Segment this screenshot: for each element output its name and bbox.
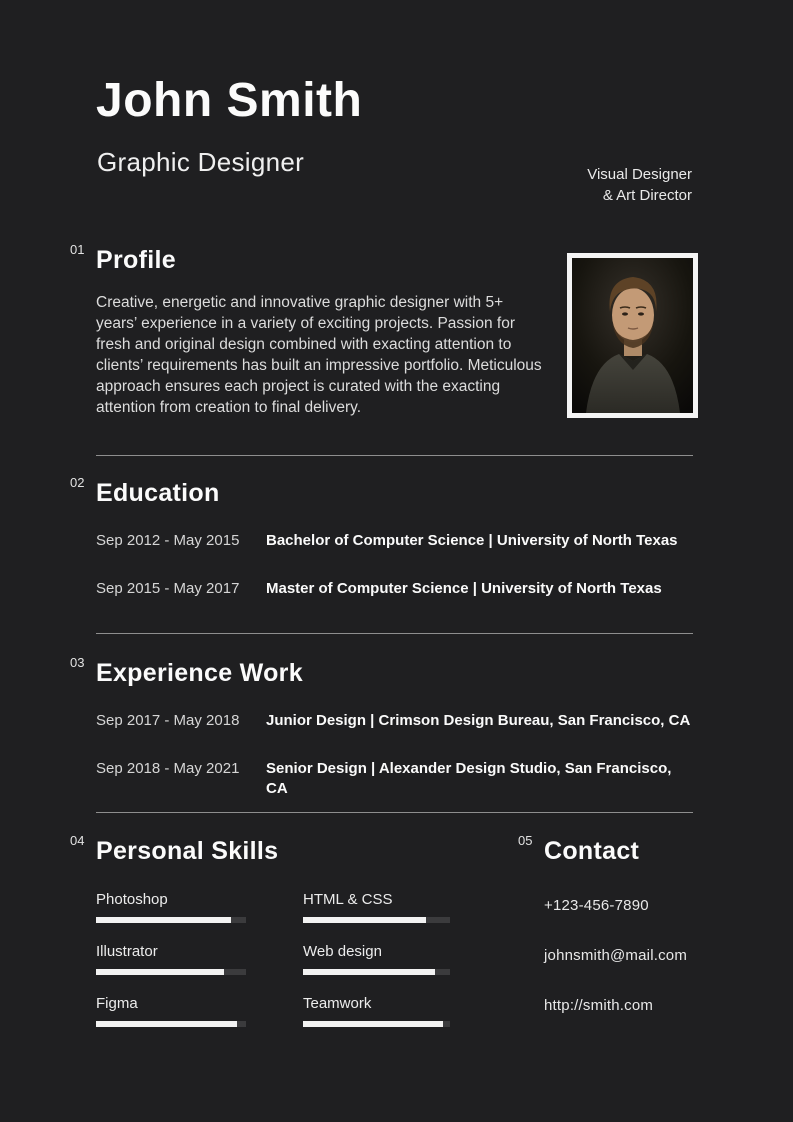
skill-bar-fill: [96, 917, 231, 923]
divider: [96, 455, 693, 456]
contact-heading: [518, 833, 694, 866]
skill-label: HTML & CSS: [303, 891, 393, 908]
skill-label: Web design: [303, 943, 382, 960]
section-title: Education: [96, 479, 220, 507]
skill-bar-fill: [96, 1021, 237, 1027]
skill-label: Teamwork: [303, 995, 372, 1012]
divider: [96, 812, 693, 813]
skill-item: [303, 942, 450, 975]
skill-bar-fill: [303, 917, 426, 923]
section-number: 03: [70, 655, 85, 670]
tagline-line-2: & Art Director: [602, 187, 692, 204]
education-row: [96, 531, 693, 551]
skill-bar-track: [96, 969, 246, 975]
contact-email[interactable]: johnsmith@mail.com: [544, 947, 688, 964]
profile-text: Creative, energetic and innovative graphic designer with 5+ years’ experience in a variety of exciting projects. Passion for fresh and original design combined with exacting attention to clients’ requirements has built an impressive portfolio. Meticulous approach ensures each project is curated with the exacting attention from creation to final delivery.: [96, 294, 542, 416]
skills-heading: [70, 833, 456, 866]
education-heading: [70, 475, 693, 508]
experience-row: [96, 711, 693, 731]
education-row: [96, 579, 693, 599]
section-title: Profile: [96, 246, 176, 274]
section-profile: [70, 242, 542, 434]
profile-heading: [70, 242, 542, 275]
section-number: 05: [518, 833, 533, 848]
skills-grid: [96, 890, 456, 1027]
skill-item: [96, 890, 246, 923]
tagline-line-1: Visual Designer: [587, 166, 692, 183]
skill-bar-track: [96, 1021, 246, 1027]
experience-heading: [70, 655, 693, 688]
section-title: Experience Work: [96, 659, 303, 687]
experience-row: [96, 759, 693, 799]
job-title: Graphic Designer: [97, 147, 305, 177]
portrait-illustration: [572, 258, 693, 413]
skill-item: [96, 994, 246, 1027]
section-number: 01: [70, 242, 85, 257]
skill-label: Photoshop: [96, 891, 168, 908]
education-description: Master of Computer Science | University of North Texas: [266, 580, 662, 597]
section-experience: [70, 655, 693, 799]
skill-bar-fill: [303, 1021, 443, 1027]
education-description: Bachelor of Computer Science | University of North Texas: [266, 532, 678, 549]
experience-dates: Sep 2017 - May 2018: [96, 712, 240, 729]
divider: [96, 633, 693, 634]
section-title: Contact: [544, 837, 640, 865]
skill-bar-fill: [96, 969, 224, 975]
skill-bar-track: [96, 917, 246, 923]
profile-photo: [567, 253, 698, 418]
section-number: 04: [70, 833, 85, 848]
person-name: John Smith: [96, 74, 363, 127]
experience-description: Junior Design | Crimson Design Bureau, San Francisco, CA: [266, 712, 691, 729]
skill-bar-track: [303, 969, 450, 975]
contact-website[interactable]: http://smith.com: [544, 997, 654, 1014]
section-personal-skills: [70, 833, 456, 1027]
education-dates: Sep 2015 - May 2017: [96, 580, 240, 597]
skill-label: Illustrator: [96, 943, 158, 960]
skill-bar-track: [303, 1021, 450, 1027]
skill-item: [303, 890, 450, 923]
education-dates: Sep 2012 - May 2015: [96, 532, 240, 549]
skill-item: [96, 942, 246, 975]
section-contact: [518, 833, 694, 1016]
section-education: [70, 475, 693, 599]
skill-bar-track: [303, 917, 450, 923]
section-number: 02: [70, 475, 85, 490]
header-tagline: [587, 164, 692, 206]
experience-dates: Sep 2018 - May 2021: [96, 760, 240, 777]
skill-item: [303, 994, 450, 1027]
skill-bar-fill: [303, 969, 435, 975]
skill-label: Figma: [96, 995, 138, 1012]
experience-description: Senior Design | Alexander Design Studio, San Francisco, CA: [266, 760, 672, 797]
section-title: Personal Skills: [96, 837, 279, 865]
contact-phone[interactable]: +123-456-7890: [544, 897, 649, 914]
